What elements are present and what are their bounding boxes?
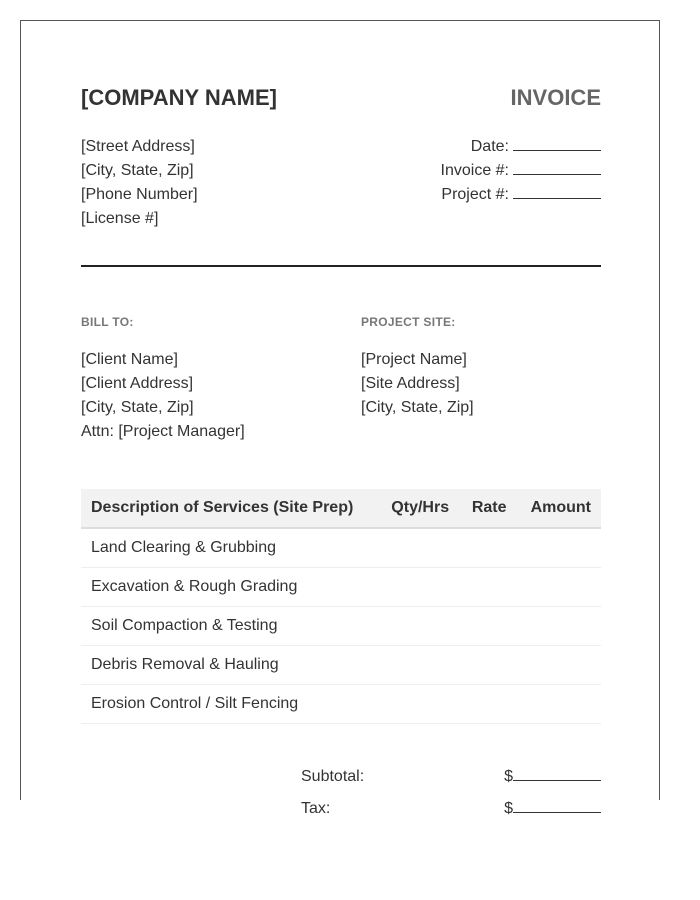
header-rate: Rate — [459, 489, 516, 528]
header-description: Description of Services (Site Prep) — [81, 489, 377, 528]
row-description: Excavation & Rough Grading — [81, 568, 377, 607]
company-license: [License #] — [81, 210, 159, 227]
row-description: Soil Compaction & Testing — [81, 607, 377, 646]
invoice-number-row — [441, 159, 601, 183]
row-qty[interactable] — [377, 607, 459, 646]
bill-to-section — [81, 315, 341, 444]
company-info — [81, 135, 198, 231]
row-qty[interactable] — [377, 685, 459, 724]
row-amount[interactable] — [517, 685, 601, 724]
row-description: Land Clearing & Grubbing — [81, 528, 377, 568]
services-table — [81, 489, 601, 724]
row-amount[interactable] — [517, 607, 601, 646]
invoice-title: INVOICE — [510, 85, 601, 110]
project-site-section — [361, 315, 601, 420]
date-label: Date: — [470, 138, 509, 155]
project-number-row — [441, 183, 601, 207]
client-attn: Attn: [Project Manager] — [81, 423, 245, 440]
row-amount[interactable] — [517, 568, 601, 607]
row-qty[interactable] — [377, 528, 459, 568]
project-site-address — [361, 348, 601, 420]
tax-row — [301, 793, 601, 825]
client-city: [City, State, Zip] — [81, 399, 194, 416]
project-number-field[interactable] — [513, 184, 601, 199]
company-city: [City, State, Zip] — [81, 162, 194, 179]
client-name: [Client Name] — [81, 351, 178, 368]
subtotal-currency: $ — [504, 768, 513, 785]
subtotal-value[interactable] — [504, 761, 601, 793]
totals-section — [301, 761, 601, 825]
table-row — [81, 607, 601, 646]
row-rate[interactable] — [459, 607, 516, 646]
invoice-number-label: Invoice #: — [440, 162, 509, 179]
project-number-label: Project #: — [441, 186, 509, 203]
row-description: Debris Removal & Hauling — [81, 646, 377, 685]
subtotal-row — [301, 761, 601, 793]
row-description: Erosion Control / Silt Fencing — [81, 685, 377, 724]
site-city: [City, State, Zip] — [361, 399, 474, 416]
invoice-page — [20, 20, 660, 817]
date-row — [441, 135, 601, 159]
subtotal-field[interactable] — [513, 766, 601, 781]
header-divider — [81, 265, 601, 267]
date-field[interactable] — [513, 136, 601, 151]
row-rate[interactable] — [459, 646, 516, 685]
table-row — [81, 568, 601, 607]
row-rate[interactable] — [459, 685, 516, 724]
subtotal-label: Subtotal: — [301, 768, 365, 785]
row-qty[interactable] — [377, 568, 459, 607]
table-row — [81, 528, 601, 568]
company-name: [COMPANY NAME] — [81, 85, 277, 110]
project-site-label: PROJECT SITE: — [361, 315, 456, 329]
invoice-meta — [441, 135, 601, 207]
invoice-header — [81, 85, 601, 225]
table-header-row — [81, 489, 601, 528]
table-row — [81, 685, 601, 724]
project-name: [Project Name] — [361, 351, 467, 368]
company-street: [Street Address] — [81, 138, 195, 155]
company-phone: [Phone Number] — [81, 186, 198, 203]
row-amount[interactable] — [517, 528, 601, 568]
tax-currency: $ — [504, 800, 513, 817]
invoice-number-field[interactable] — [513, 160, 601, 175]
tax-value[interactable] — [504, 793, 601, 825]
row-amount[interactable] — [517, 646, 601, 685]
header-amount: Amount — [517, 489, 601, 528]
row-rate[interactable] — [459, 528, 516, 568]
bill-to-label: BILL TO: — [81, 315, 134, 329]
client-address: [Client Address] — [81, 375, 194, 392]
row-qty[interactable] — [377, 646, 459, 685]
site-address: [Site Address] — [361, 375, 460, 392]
bill-to-address — [81, 348, 341, 444]
header-qty: Qty/Hrs — [377, 489, 459, 528]
tax-field[interactable] — [513, 798, 601, 813]
tax-label: Tax: — [301, 800, 331, 817]
table-row — [81, 646, 601, 685]
row-rate[interactable] — [459, 568, 516, 607]
